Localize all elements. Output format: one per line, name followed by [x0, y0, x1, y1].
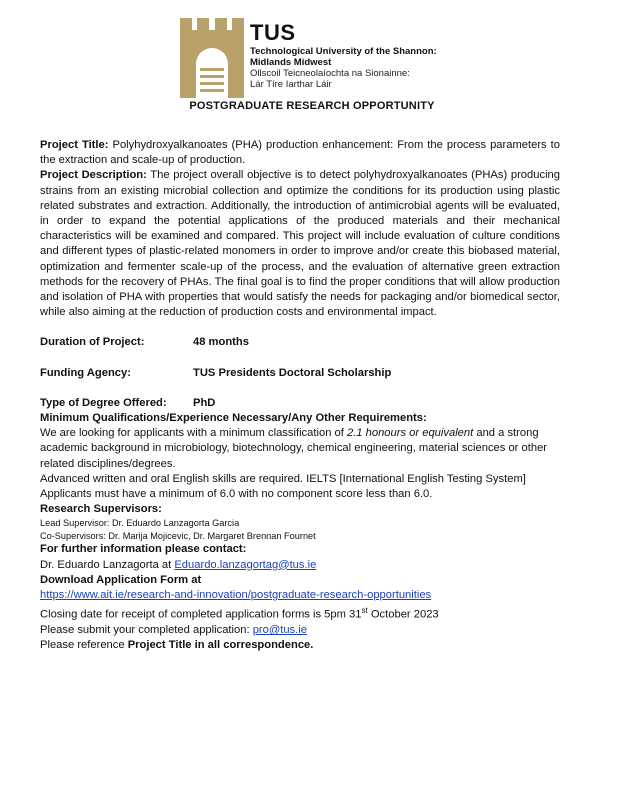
closing-text: October 2023 — [367, 609, 439, 622]
requirements-paragraph-1 — [40, 426, 560, 472]
contact-name: Dr. Eduardo Lanzagorta at — [40, 558, 175, 571]
detail-row-funding — [40, 366, 560, 381]
contact-heading — [40, 542, 560, 557]
co-supervisors: Co-Supervisors: Dr. Marija Mojicevic, Dr. Margaret Brennan Fournet — [40, 530, 316, 541]
application-form-link[interactable]: https://www.ait.ie/research-and-innovation/postgraduate-research-opportunities — [40, 589, 432, 602]
lead-supervisor: Lead Supervisor: Dr. Eduardo Lanzagorta Garcia — [40, 518, 240, 529]
reference-bold: Project Title in all correspondence. — [127, 639, 314, 652]
requirements-heading-text: Minimum Qualifications/Experience Necessary/Any Other Requirements: — [40, 412, 427, 425]
reference-line — [40, 638, 560, 653]
detail-value: 48 months — [193, 336, 249, 349]
detail-row-degree — [40, 396, 560, 411]
detail-row-duration — [40, 335, 560, 350]
irish-name-line1: Ollscoil Teicneolaíochta na Sionainne: — [250, 68, 410, 79]
detail-label: Duration of Project: — [40, 336, 145, 349]
detail-label: Funding Agency: — [40, 366, 131, 379]
requirements-heading — [40, 411, 560, 426]
submit-email-link[interactable]: pro@tus.ie — [252, 624, 307, 637]
download-line — [40, 588, 560, 603]
contact-email-link[interactable]: Eduardo.lanzagortag@tus.ie — [174, 558, 317, 571]
detail-value: TUS Presidents Doctoral Scholarship — [193, 366, 392, 379]
project-description-value: The project overall objective is to detect polyhydroxyalkanoates (PHAs) producing strains from an existing microbial collection and optimize the conditions for its production using plastic related substrates and extraction. Additionally, the introduction of antimicrobial agents will be evaluated, in order to expand the potential applications of the produced materials and their mechanical characteristics will be examined and compared. This project will include evaluation of culture conditions and different types of plastic-related monomers in order to improve and/or create this biobased material, optimization and fermenter scale-up of the process, and the evaluation of alternative green extraction methods for the recovery of PHAs. The final goal is to find the proper conditions that will allow production and isolation of PHA with properties that would satisfy the needs for packaging and/or biomedical sector, while also aiming at the reduction of production costs and environmental impact. — [40, 169, 560, 319]
submit-line — [40, 623, 560, 638]
supervisors-heading-text: Research Supervisors: — [40, 503, 162, 516]
project-description-label: Project Description: — [40, 169, 147, 182]
brand-abbr: TUS — [250, 20, 296, 45]
university-name-line1: Technological University of the Shannon: — [250, 46, 437, 57]
project-title-value: Polyhydroxyalkanoates (PHA) production enhancement: From the process parameters to the extraction and scale-up of production. — [40, 139, 560, 167]
req-italic: 2.1 honours or equivalent — [346, 427, 474, 440]
download-heading-text: Download Application Form at — [40, 573, 202, 586]
project-title — [40, 138, 560, 168]
reference-text: Please reference — [40, 639, 128, 652]
brand-block — [250, 20, 437, 90]
closing-superscript: st — [361, 606, 368, 616]
submit-text: Please submit your completed application: — [40, 624, 253, 637]
requirements-paragraph-2: Advanced written and oral English skills are required. IELTS [International English Testing System] Applicants must have a minimum of 6.0 with no component score less than 6.0. — [40, 472, 526, 501]
req-text: We are looking for applicants with a minimum classification of — [40, 427, 347, 440]
banner-title: POSTGRADUATE RESEARCH OPPORTUNITY — [189, 100, 435, 112]
supervisors-heading — [40, 502, 560, 517]
contact-line — [40, 558, 560, 573]
project-title-label: Project Title: — [40, 139, 109, 151]
contact-heading-text: For further information please contact: — [40, 543, 247, 556]
document-body — [40, 138, 560, 654]
closing-text: Closing date for receipt of completed application forms is 5pm 31 — [40, 609, 362, 622]
header — [180, 18, 480, 98]
project-description — [40, 168, 560, 320]
detail-label: Type of Degree Offered: — [40, 396, 167, 409]
download-heading — [40, 573, 560, 588]
req-text: and a strong academic background in microbiology, biotechnology, chemical engineering, material sciences or other related disciplines/degrees. — [40, 427, 548, 470]
tus-castle-logo — [180, 18, 244, 98]
irish-name-line2: Lár Tíre Iarthar Láir — [250, 79, 332, 90]
closing-date — [40, 603, 560, 623]
detail-value: PhD — [193, 396, 216, 409]
university-name-line2: Midlands Midwest — [250, 57, 332, 68]
